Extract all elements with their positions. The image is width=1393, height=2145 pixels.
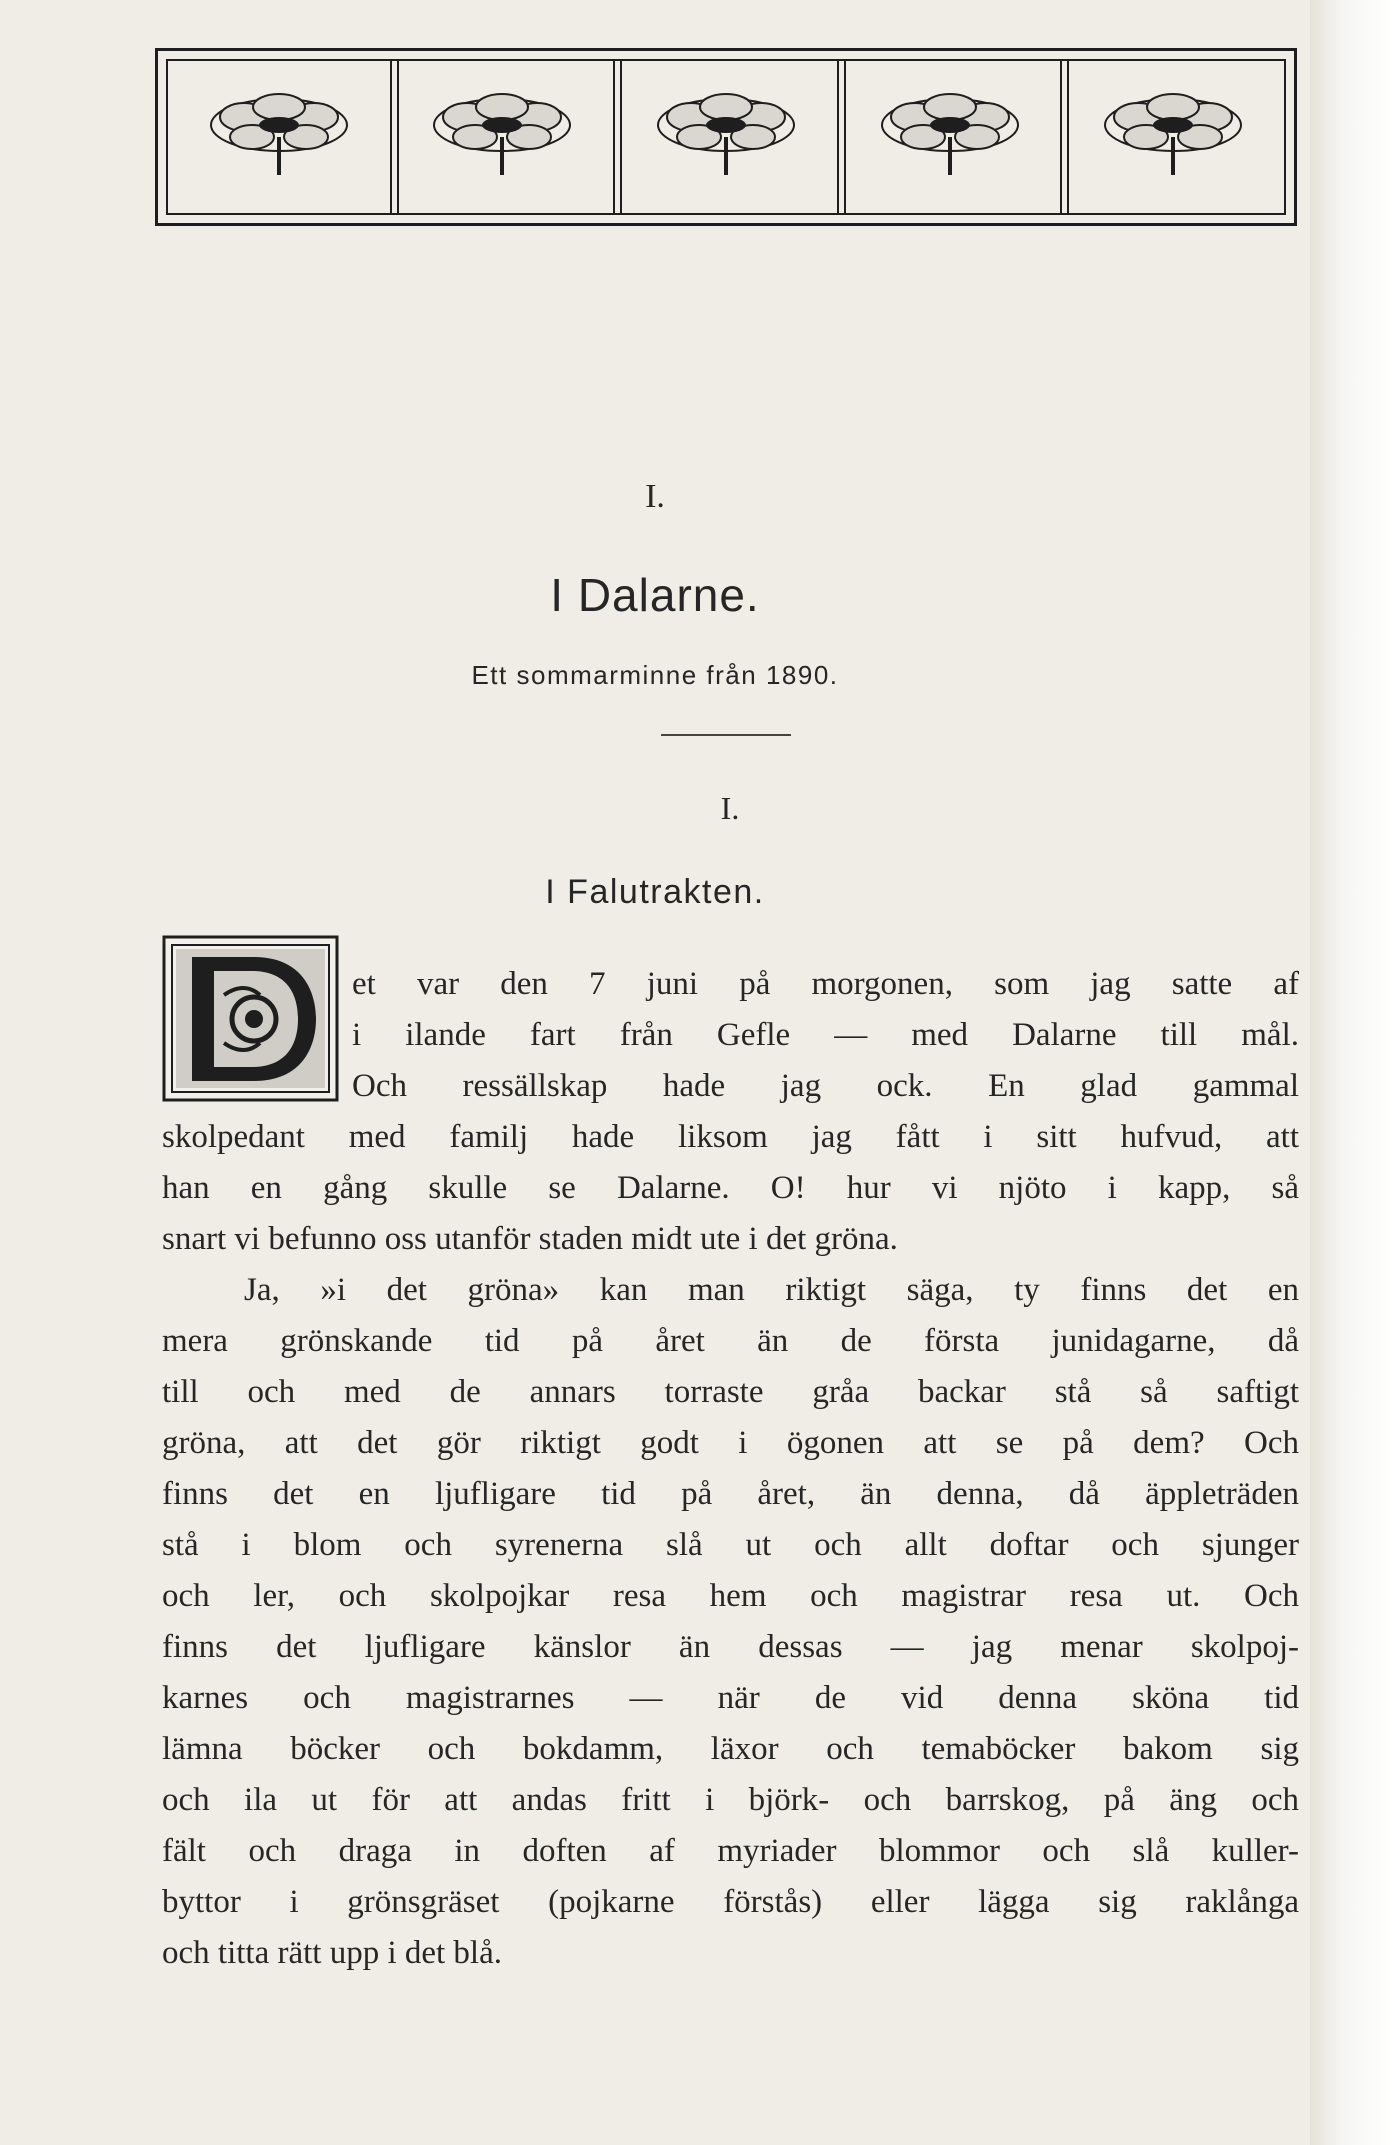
flower-icon [1098,87,1248,187]
chapter-title: I Falutrakten. [545,873,765,911]
flower-icon [875,87,1025,187]
text-line: stå i blom och syrenerna slå ut och allt doftar och sjunger [162,1527,1299,1563]
section-numeral: I. [645,478,665,515]
ornament-panel [839,61,1063,213]
text-line: finns det en ljufligare tid på året, än denna, då äppleträden [162,1476,1299,1512]
text-line: och ila ut för att andas fritt i björk- och barrskog, på äng och [162,1782,1299,1818]
text-line: och titta rätt upp i det blå. [162,1935,502,1971]
section-title: I Dalarne. [550,569,760,621]
section-subtitle: Ett sommarminne från 1890. [471,660,839,690]
text-line: Och ressällskap hade jag ock. En glad gammal [352,1068,1299,1104]
text-line: Ja, »i det gröna» kan man riktigt säga, ty finns det en [244,1272,1299,1308]
text-line: mera grönskande tid på året än de första junidagarne, då [162,1323,1299,1359]
ornament-panel [1062,61,1284,213]
text-line: skolpedant med familj hade liksom jag fått i sitt hufvud, att [162,1119,1299,1155]
text-line: snart vi befunno oss utanför staden midt ute i det gröna. [162,1221,898,1257]
text-line: karnes och magistrarnes — när de vid denna sköna tid [162,1680,1299,1716]
text-line: han en gång skulle se Dalarne. O! hur vi njöto i kapp, så [162,1170,1299,1206]
chapter-numeral: I. [720,790,740,826]
paragraph-2 [162,1265,1299,1979]
text-line: gröna, att det gör riktigt godt i ögonen att se på dem? Och [162,1425,1299,1461]
drop-cap-letter: D [162,935,163,936]
ornament-panel [168,61,392,213]
text-line: till och med de annars torraste gråa backar stå så saftigt [162,1374,1299,1410]
ornament-panels [166,59,1286,215]
text-line: lämna böcker och bokdamm, läxor och temaböcker bakom sig [162,1731,1299,1767]
ornament-panel [392,61,616,213]
text-line: et var den 7 juni på morgonen, som jag satte af [352,966,1299,1002]
page-edge [1310,0,1393,2145]
text-line: fält och draga in doften af myriader blommor och slå kuller- [162,1833,1299,1869]
flower-icon [427,87,577,187]
text-line: och ler, och skolpojkar resa hem och magistrar resa ut. Och [162,1578,1299,1614]
text-line: finns det ljufligare känslor än dessas — jag menar skolpoj- [162,1629,1299,1665]
flower-icon [204,87,354,187]
text-line: byttor i grönsgräset (pojkarne förstås) eller lägga sig raklånga [162,1884,1299,1920]
ornament-panel [615,61,839,213]
paragraph-1 [162,959,1299,1265]
divider-rule [661,734,791,736]
ornamental-header-border [155,48,1297,226]
flower-icon [651,87,801,187]
text-line: i ilande fart från Gefle — med Dalarne till mål. [352,1017,1299,1053]
